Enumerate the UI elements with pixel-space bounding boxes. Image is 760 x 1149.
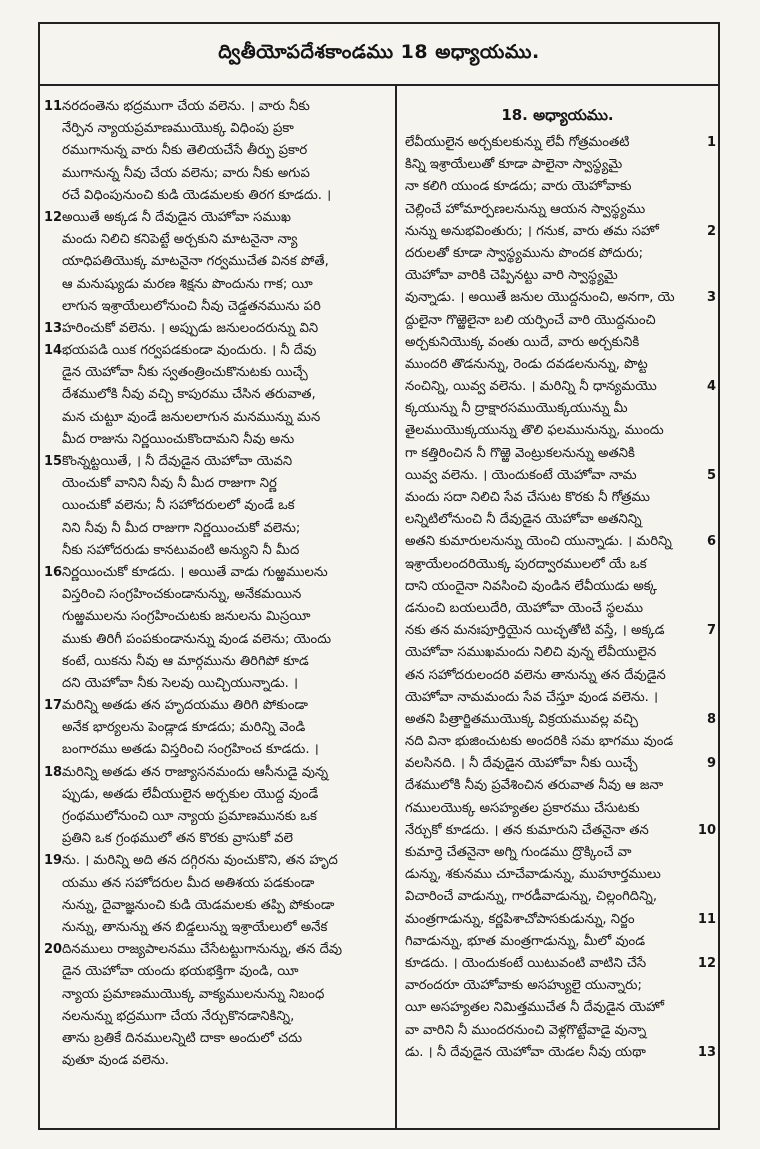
line-text: నున్ను అనుభవింతురు; । గనుక, వారు తమ సహో [404, 223, 659, 239]
text-line [40, 917, 395, 939]
line-text: దినములు రాజ్యపాలనము చేసేటట్టుగానున్ను, తన దేవు [62, 942, 343, 958]
text-line [40, 984, 395, 1006]
text-line [397, 731, 718, 753]
text-line [397, 620, 718, 642]
text-line [40, 1006, 395, 1028]
text-line [40, 251, 395, 273]
line-text: దరులతో కూడా స్వాస్థ్యమును పొందక పోదురు; [404, 245, 644, 261]
line-text: డైన యెహోవా నీకు స్వతంత్రించుకొనుటకు యిచ్చే [62, 365, 308, 381]
verse-number: 17 [44, 698, 63, 714]
line-text: గములయొక్క అసహ్యతల ప్రకారము చేసుటకు [404, 800, 640, 816]
text-line [397, 665, 718, 687]
text-line [40, 873, 395, 895]
line-text: ముకు తిరిగీ పంపకుండానున్ను వుండ వలెను; యెందు [62, 631, 332, 647]
text-line [397, 931, 718, 953]
text-line [40, 629, 395, 651]
text-line [40, 140, 395, 162]
text-line [40, 362, 395, 384]
text-line [40, 1050, 395, 1072]
verse-number: 15 [44, 454, 63, 469]
verse-number: 16 [44, 564, 63, 580]
verse-number: 14 [44, 343, 63, 359]
line-text: ను. । మరిన్ని అది తన దగ్గిరను వుంచుకొని, తన హృద [62, 853, 338, 869]
text-line [40, 229, 395, 251]
line-text: కంటే, యికను నీవు ఆ మార్గమును తిరిగిపో కూడ [62, 653, 309, 669]
line-text: వుతూ వుండ వలెను. [62, 1053, 169, 1069]
line-text: యెహోవా నామమందు సేవ చేస్తూ వుండ వలెను. । [404, 689, 659, 705]
line-text: అనేక భార్యలను పెండ్లాడ కూడదు; మరిన్ని వెండి [62, 720, 306, 736]
verse-number: 4 [706, 379, 716, 395]
line-text: డనుంచి బయలుదేరి, యెహోవా యెంచే స్థలము [404, 600, 644, 616]
text-line [397, 1020, 718, 1042]
text-line [397, 798, 718, 820]
text-line [40, 429, 395, 451]
line-text: యెంచుకో వానిని నీవు నీ మీద రాజుగా నిర్ణ [62, 476, 277, 492]
text-line [40, 407, 395, 429]
line-text: దని యెహోవా నీకు సెలవు యిచ్చియున్నాడు. । [62, 675, 299, 691]
text-line [40, 118, 395, 140]
line-text: వారందరూ యెహోవాకు అసహ్యులై యున్నారు; [404, 978, 642, 994]
text-line [40, 961, 395, 983]
verse-number: 3 [706, 290, 716, 306]
text-line [397, 509, 718, 531]
line-text: వున్నాడు. । అయితే జనుల యొద్దనుంచి, అనగా, యె [404, 290, 675, 306]
text-line [40, 296, 395, 318]
line-text: మన చుట్టూ వుండే జనులలాగున మనమున్ను మన [62, 409, 321, 425]
text-line [397, 243, 718, 265]
line-text: గివాడున్ను, భూత మంత్రగాడున్ను, మీలో వుండ [404, 933, 645, 949]
page-frame [38, 22, 720, 1130]
text-line [397, 376, 718, 398]
text-line [40, 606, 395, 628]
line-text: దేశములోకి నీవు వచ్చి కాపురము చేసిన తరువాత, [62, 387, 316, 403]
text-line [397, 443, 718, 465]
verse-number: 7 [706, 623, 716, 639]
text-line [397, 221, 718, 243]
line-text: డు. । నీ దేవుడైన యెహోవా యెడల నీవు యథా [404, 1044, 646, 1060]
verse-number: 11 [697, 911, 716, 927]
line-text: తన సహోదరులందరి వలెను తానున్ను తన దేవుడైన [404, 667, 666, 683]
text-line [397, 687, 718, 709]
text-line [397, 886, 718, 908]
line-text: మందు సదా నిలిచి సేవ చేసుట కొరకు నీ గోత్రము [404, 490, 650, 505]
line-text: నిని నీవు నీ మీద రాజుగా నిర్ణయించుకో వలెను; [62, 520, 301, 536]
text-line [40, 562, 395, 584]
line-text: రచే విధింపునుంచి కుడి యెడమలకు తిరగ కూడదు. । [62, 187, 332, 203]
line-text: నది వినా భుజించుటకు అందరికి సమ భాగము వుండ [404, 734, 674, 750]
line-text: వలసినది. । నీ దేవుడైన యెహోవా నీకు యిచ్చే [404, 756, 638, 772]
text-line [397, 775, 718, 797]
line-text: నేర్పిన న్యాయప్రమాణముయొక్క విధింపు ప్రకా [62, 121, 294, 137]
line-text: లాగున ఇశ్రాయేలులోనుంచి నీవు చెడ్డతనమును పరి [62, 298, 321, 314]
line-text: హరించుకో వలెను. । అప్పుడు జనులందరున్ను విని [62, 320, 319, 336]
text-line [40, 584, 395, 606]
line-text: లన్నిటిలోనుంచి నీ దేవుడైన యెహోవా అతనిన్ని [404, 512, 642, 528]
text-line [397, 709, 718, 731]
line-text: ఇశ్రాయేలందరియొక్క పురద్వారములలో యే ఒక [404, 556, 647, 572]
text-line [397, 842, 718, 864]
running-title: ద్వితీయోపదేశకాండము 18 అధ్యాయము. [218, 40, 540, 63]
line-text: డైన యెహోవా యందు భయభక్తిగా వుండి, యీ [62, 964, 299, 980]
text-line [397, 132, 718, 154]
line-text: యము తన సహోదరుల మీద అతిశయ పడకుండా [62, 875, 315, 891]
text-line [40, 96, 395, 118]
text-line [397, 354, 718, 376]
page-header [40, 24, 718, 86]
line-text: దాని యందైనా నివసించి వుండిన లేవీయుడు అక్క [404, 578, 658, 594]
line-text: అర్చకునియొక్క వంతు యిదే, వారు అర్చకునికి [404, 334, 640, 350]
text-line [40, 828, 395, 850]
text-line [397, 199, 718, 221]
verse-number: 13 [697, 1044, 716, 1060]
text-line [40, 806, 395, 828]
line-text: వా వారిని నీ ముందరనుంచి వెళ్లగొట్టేవాడై వున్నా [404, 1022, 647, 1038]
line-text: ముగానున్న నీవు చేయ వలెను; వారు నీకు అగుప [62, 165, 310, 181]
text-line [397, 176, 718, 198]
text-line [40, 673, 395, 695]
text-line [40, 274, 395, 296]
text-line [40, 762, 395, 784]
text-line [397, 1042, 718, 1064]
line-text: అయితే అక్కడ నీ దేవుడైన యెహోవా సముఖ [62, 209, 291, 225]
line-text: నంచిన్ని, యివ్వ వలెను. । మరిన్ని నీ ధాన్యమయొ [404, 379, 657, 395]
line-text: గుఱ్ఱములను సంగ్రహించుటకు జనులను మిస్రయీ [62, 609, 311, 625]
text-line [397, 265, 718, 287]
text-line [40, 850, 395, 872]
text-line [397, 398, 718, 420]
text-line [397, 909, 718, 931]
text-line [40, 451, 395, 473]
text-line [40, 318, 395, 340]
line-text: తాను బ్రతికే దినములన్నిటి దాకా అందులో చదు [62, 1030, 303, 1046]
verse-number: 18 [44, 764, 63, 780]
line-text: గా కత్తిరించిన నీ గొఱ్ఱె వెంట్రుకలనున్ను అతనికి [404, 445, 635, 461]
text-line [40, 651, 395, 673]
line-text: యెహోవా వారికి చెప్పినట్టు వారి స్వాస్థ్యమై [404, 268, 618, 284]
line-text: చెల్లించే హోమార్పణలనున్ను ఆయన స్వాస్థ్యము [404, 201, 646, 217]
line-text: తైలముయొక్కయున్ను తొలి ఫలమునున్ను, ముందు [404, 423, 664, 439]
line-text: యాధిపతియొక్క మాటనైనా గర్వముచేత వినక పోతే, [62, 254, 329, 270]
verse-number: 6 [706, 534, 716, 550]
text-line [397, 997, 718, 1019]
line-text: భయపడి యిక గర్వపడకుండా వుందురు. । నీ దేవు [62, 343, 317, 359]
verse-number: 9 [706, 756, 716, 772]
line-text: రముగానున్న వారు నీకు తెలియచేసే తీర్పు ప్రకార [62, 143, 308, 159]
line-text: అతని పిత్రార్జితముయొక్క విక్రయమువల్ల వచ్చి [404, 711, 638, 727]
verse-number: 1 [706, 135, 716, 150]
text-line [40, 695, 395, 717]
line-text: క్కయున్ను నీ ద్రాక్షారసముయొక్కయున్ను మీ [404, 401, 628, 417]
line-text: నలనున్ను భద్రముగా చేయ నేర్చుకొనడానికిన్ని, [62, 1008, 295, 1024]
line-text: విచారించే వాడున్ను, గారడీవాడున్ను, చిల్లంగిదిన్ని, [404, 889, 658, 905]
line-text: నీకు సహోదరుడు కానటువంటి అన్యుని నీ మీద [62, 542, 300, 558]
left-column [40, 86, 397, 1128]
line-text: మందు నిలిచి కనిపెట్టే అర్చకుని మాటనైనా న్యా [62, 232, 298, 248]
line-text: యీ అసహ్యతల నిమిత్తముచేత నీ దేవుడైన యెహో [404, 1000, 665, 1016]
text-line [40, 473, 395, 495]
line-text: కుమార్తె చేతనైనా అగ్ని గుండము ద్రొక్కించే వా [404, 845, 632, 860]
line-text: ఆ మనుష్యుడు మరణ శిక్షను పొందును గాక; యీ [62, 276, 313, 292]
text-line [40, 739, 395, 761]
line-text: న్యాయ ప్రమాణముయొక్క వాక్యములనున్ను నిబంధ [62, 986, 325, 1002]
line-text: కొంన్నట్టయితే, । నీ దేవుడైన యెహోవా యెవని [62, 454, 293, 469]
right-column [397, 86, 718, 1128]
text-line [40, 540, 395, 562]
text-line [40, 518, 395, 540]
text-line [40, 207, 395, 229]
text-line [397, 287, 718, 309]
verse-number: 10 [697, 822, 716, 838]
text-line [397, 332, 718, 354]
line-text: దేశములోకి నీవు ప్రవేశించిన తరువాత నీవు ఆ జనా [404, 778, 664, 794]
text-line [397, 554, 718, 576]
line-text: నున్ను, దైవాజ్ఞనుంచి కుడి యెడమలకు తప్పి పోకుండా [62, 897, 335, 913]
line-text: యించుకో వలెను; నీ సహోదరులలో వుండే ఒక [62, 498, 295, 514]
text-line [397, 820, 718, 842]
line-text: నిర్ణయించుకో కూడదు. । అయితే వాడు గుఱ్ఱములను [62, 564, 328, 580]
text-line [40, 185, 395, 207]
text-line [40, 784, 395, 806]
verse-number: 12 [697, 955, 716, 971]
text-line [40, 384, 395, 406]
text-line [397, 642, 718, 664]
verse-number: 19 [44, 853, 63, 869]
text-line [397, 753, 718, 775]
text-line [397, 487, 718, 509]
text-line [40, 163, 395, 185]
line-text: నేర్చుకో కూడదు. । తన కుమారుని చేతనైనా తన [404, 822, 649, 838]
text-line [397, 310, 718, 332]
line-text: మరిన్ని అతడు తన రాజ్యాసనమందు ఆసీనుడై వున్న [62, 764, 329, 780]
text-line [397, 975, 718, 997]
line-text: డున్ను, శకునము చూచేవాడున్ను, ముహూర్తములు [404, 867, 661, 883]
text-line [397, 576, 718, 598]
line-text: ప్పుడు, అతడు లేవీయులైన అర్చకుల యొద్ద వుండే [62, 786, 319, 802]
line-text: కూడదు. । యెందుకంటే యిటువంటి వాటిని చేసే [404, 955, 647, 971]
chapter-heading: 18. అధ్యాయము. [501, 106, 614, 124]
line-text: నా కలిగి యుండ కూడదు; వారు యెహోవాకు [404, 179, 632, 195]
text-line [40, 340, 395, 362]
text-line [397, 531, 718, 553]
text-line [397, 598, 718, 620]
line-text: ప్రతిని ఒక గ్రంథములో తన కొరకు వ్రాసుకో వలె [62, 831, 293, 847]
line-text: ద్దులైనా గొఱ్ఱెలైనా బలి యర్పించే వారి యొద్దనుంచి [404, 312, 656, 328]
text-line [397, 864, 718, 886]
line-text: యివ్వ వలెను. । యెందుకంటే యెహోవా నామ [404, 467, 637, 483]
text-line [40, 717, 395, 739]
text-line [40, 1028, 395, 1050]
verse-number: 12 [44, 209, 63, 225]
text-line [397, 465, 718, 487]
line-text: యెహోవా సముఖమందు నిలిచి వున్న లేవీయులైన [404, 645, 657, 661]
verse-number: 13 [44, 320, 63, 336]
line-text: బంగారము అతడు విస్తరించి సంగ్రహించ కూడదు. । [62, 742, 319, 758]
text-line [397, 420, 718, 442]
text-line [40, 939, 395, 961]
verse-number: 11 [44, 99, 63, 114]
text-line [397, 154, 718, 176]
text-line [40, 895, 395, 917]
line-text: నరదంతెను భద్రముగా చేయ వలెను. । వారు నీకు [62, 99, 310, 114]
line-text: లేవీయులైన అర్చకులకున్ను లేవీ గోత్రమంతటి [404, 135, 630, 150]
text-columns [40, 86, 718, 1128]
text-line [397, 953, 718, 975]
line-text: మీద రాజును నిర్ణయించుకొందామని నీవు అను [62, 431, 295, 447]
line-text: విస్తరించి సంగ్రహించకుండానున్ను, అనేకమయిన [62, 587, 302, 603]
verse-number: 2 [706, 223, 716, 239]
line-text: అతని కుమారులనున్ను యెంచి యున్నాడు. । మరిన్ని [404, 534, 672, 550]
verse-number: 20 [44, 942, 63, 958]
verse-number: 5 [706, 467, 716, 483]
line-text: మరిన్ని అతడు తన హృదయము తిరిగి పోకుండా [62, 698, 309, 714]
line-text: కిన్ని ఇశ్రాయేలుతో కూడా పాలైనా స్వాస్థ్యమై [404, 157, 623, 173]
line-text: గ్రంథములోనుంచి యీ న్యాయ ప్రమాణమునకు ఒక [62, 809, 317, 824]
line-text: నకు తన మనఃపూర్తియైన యిచ్ఛతోటి వస్తే, । అక్కడ [404, 623, 665, 639]
verse-number: 8 [706, 711, 716, 727]
line-text: ముందరి తొడనున్ను, రెండు దవడలనున్ను, పొట్ట [404, 356, 648, 372]
text-line [40, 495, 395, 517]
line-text: మంత్రగాడున్ను, కర్ణపిశాచోపాసకుడున్ను, నిర్జం [404, 911, 635, 927]
line-text: నున్ను, తానున్ను తన బిడ్డలున్ను ఇశ్రాయేలులో అనేక [62, 919, 328, 935]
